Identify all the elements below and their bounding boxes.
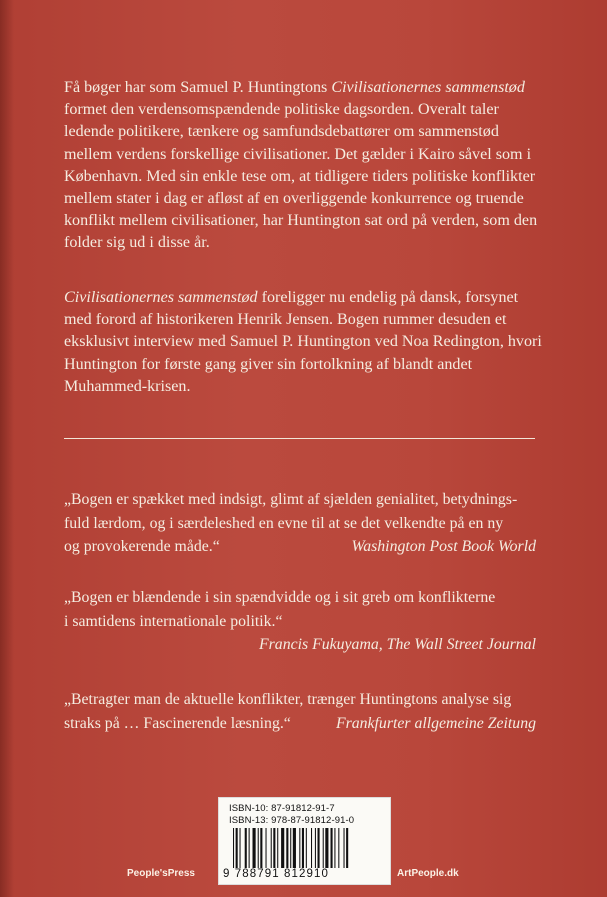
spine-shadow	[0, 0, 14, 897]
quote-line: og provokerende måde.“	[64, 538, 220, 555]
isbn-10-text: ISBN-10: 87-91812-91-7	[229, 803, 335, 814]
quote-line: „Bogen er spækket med indsigt, glimt af sjælden genialitet, betydnings-	[64, 491, 518, 508]
isbn-barcode-label	[218, 797, 391, 885]
divider-rule	[64, 438, 535, 439]
barcode-icon	[233, 828, 379, 868]
quote-line: „Betragter man de aktuelle konflikter, trænger Huntingtons analyse sig	[64, 691, 512, 708]
quote-source: Washington Post Book World	[351, 538, 536, 555]
blurb-p1-body: formet den verdensomspændende politiske dagsorden. Overalt taler ledende politikere, tænkere og samfundsdebattører om sammenstød mellem verdens forskellige civilisationer. Det gælder i Kairo såvel som i København. Med sin enkle tese om, at tidligere tiders politiske konflikter mellem stater i dag er afløst af en overliggende konkurrence og truende konflikt mellem civilisationer, har Huntington sat ord på verden, som den folder sig ud i disse år.	[64, 101, 538, 252]
quote-line: fuld lærdom, og i særdeleshed en evne til at se det velkendte på en ny	[64, 514, 504, 532]
quote-line: i samtidens internationale politik.“	[64, 612, 283, 630]
blurb-paragraph-2	[64, 287, 542, 398]
ean-number: 9 788791 812910	[223, 868, 330, 880]
book-title-italic: Civilisationernes sammenstød	[64, 289, 258, 306]
blurb-p2-body: foreligger nu endelig på dansk, forsynet med forord af historikeren Henrik Jensen. Bogen rummer desuden et eksklusivt interview med Samuel P. Huntington ved Noa Redington, hvori Huntington for første gang giver sin fortolkning af blandt andet Muhammed-krisen.	[64, 289, 542, 395]
review-quote-2	[64, 586, 536, 657]
review-quote-1	[64, 488, 536, 559]
blurb-paragraph-1	[64, 77, 542, 255]
quote-source: Frankfurter allgemeine Zeitung	[335, 714, 536, 732]
publisher-artpeople: ArtPeople.dk	[397, 868, 459, 879]
book-title-italic: Civilisationernes sammenstød	[331, 79, 525, 96]
isbn-13-text: ISBN-13: 978-87-91812-91-0	[229, 815, 355, 826]
quote-line: „Bogen er blændende i sin spændvidde og i sit greb om konflikterne	[64, 589, 496, 606]
review-quote-3	[64, 688, 536, 735]
publisher-peoples-press: People'sPress	[127, 868, 195, 879]
blurb-p1-intro: Få bøger har som Samuel P. Huntingtons	[64, 79, 332, 96]
quote-line: straks på … Fascinerende læsning.“	[64, 714, 291, 732]
quote-source: Francis Fukuyama, The Wall Street Journal	[259, 636, 536, 653]
